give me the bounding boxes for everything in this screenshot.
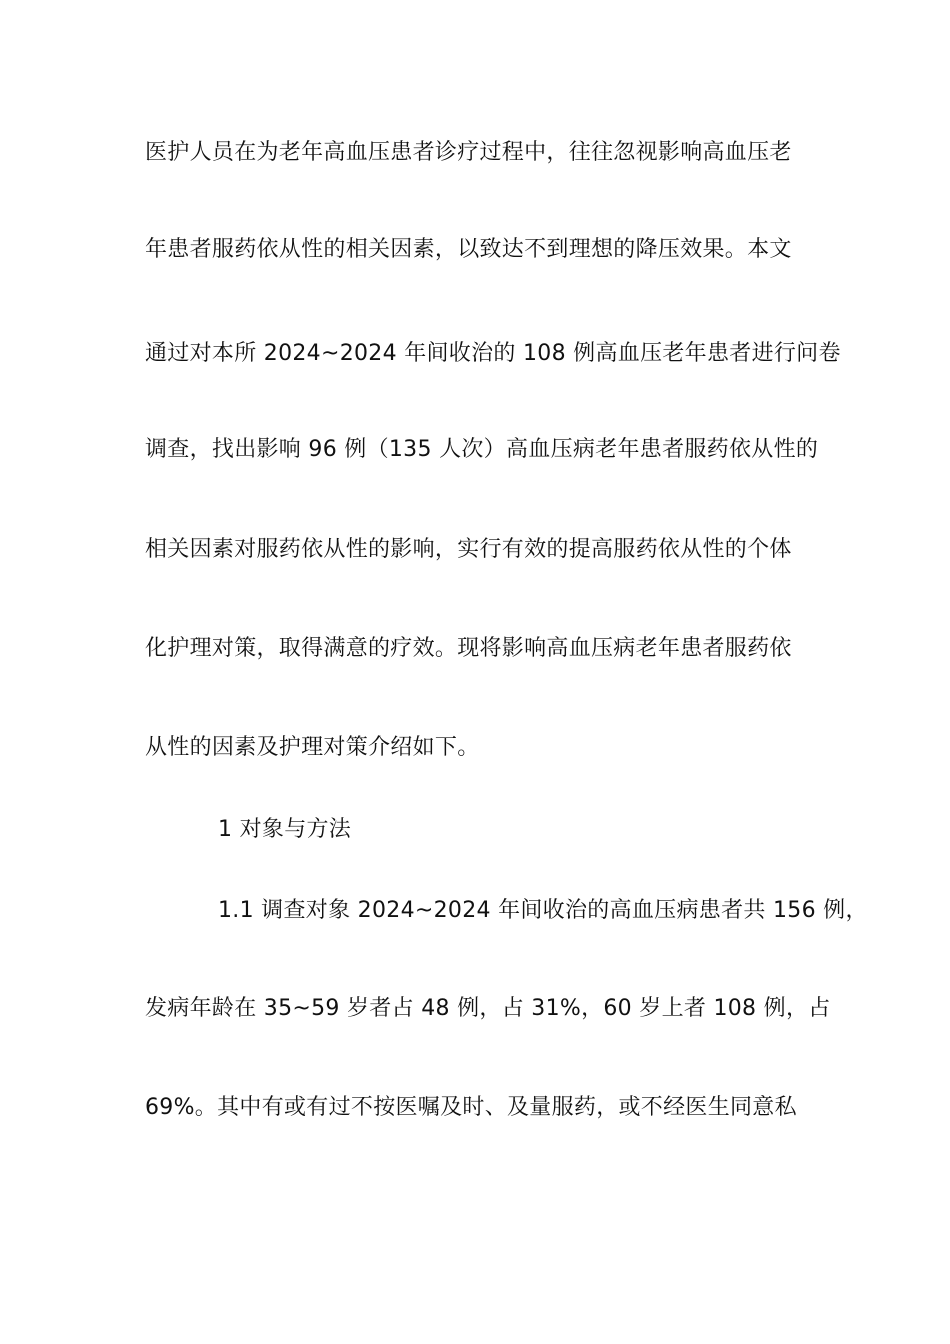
paragraph-line: 从性的因素及护理对策介绍如下。 [145,735,480,760]
paragraph-line: 通过对本所 2024~2024 年间收治的 108 例高血压老年患者进行问卷 [145,341,841,366]
paragraph-line: 调查，找出影响 96 例（135 人次）高血压病老年患者服药依从性的 [145,437,819,462]
paragraph-line: 相关因素对服药依从性的影响，实行有效的提高服药依从性的个体 [145,537,792,562]
section-heading: 1 对象与方法 [218,817,352,842]
paragraph-line: 医护人员在为老年高血压患者诊疗过程中，往往忽视影响高血压老 [145,140,792,165]
subsection-line: 1.1 调查对象 2024~2024 年间收治的高血压病患者共 156 例， [218,898,868,923]
paragraph-line: 69%。其中有或有过不按医嘱及时、及量服药，或不经医生同意私 [145,1095,797,1120]
paragraph-line: 发病年龄在 35~59 岁者占 48 例，占 31%，60 岁上者 108 例，占 [145,996,831,1021]
paragraph-line: 年患者服药依从性的相关因素，以致达不到理想的降压效果。本文 [145,237,792,262]
paragraph-line: 化护理对策，取得满意的疗效。现将影响高血压病老年患者服药依 [145,636,792,661]
